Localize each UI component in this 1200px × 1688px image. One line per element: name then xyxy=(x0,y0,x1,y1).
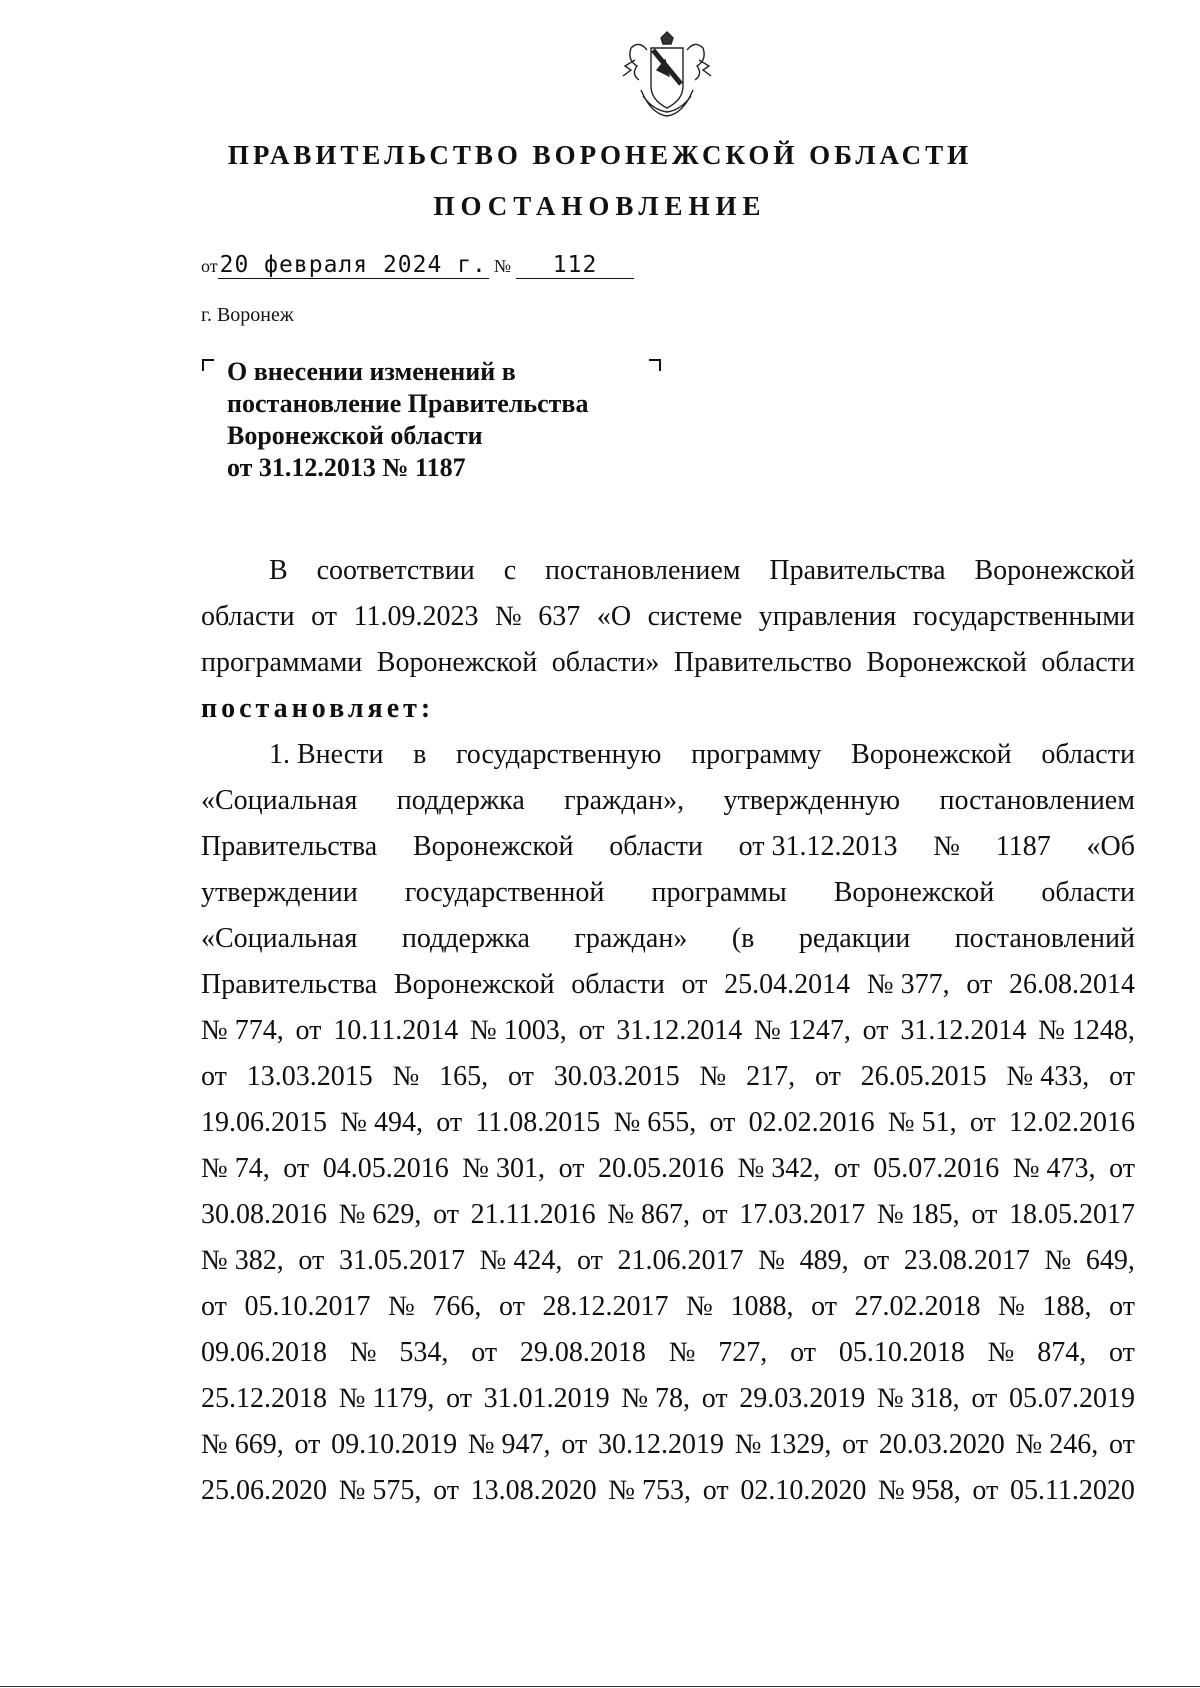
word: постановлением xyxy=(939,785,1135,816)
word: соответствии xyxy=(316,555,475,586)
word: управления xyxy=(758,601,897,632)
word: с xyxy=(503,555,517,586)
word: 13.03.2015 xyxy=(246,1061,373,1092)
word: от xyxy=(433,1475,459,1506)
word: № xyxy=(495,601,522,632)
word: области xyxy=(609,831,703,862)
word: В xyxy=(269,555,288,586)
word: 27.02.2018 xyxy=(854,1291,981,1322)
word: от xyxy=(1109,1153,1135,1184)
text-line xyxy=(201,870,1135,916)
word: от xyxy=(201,1291,227,1322)
word: № 494, xyxy=(340,1107,423,1138)
word: от xyxy=(436,1107,463,1138)
text-line xyxy=(201,548,1135,594)
word: 02.02.2016 xyxy=(748,1107,875,1138)
coat-of-arms-emblem xyxy=(617,30,717,122)
word: от xyxy=(558,1153,585,1184)
word: «Об xyxy=(1086,831,1135,862)
text-line xyxy=(201,732,1135,778)
word: Воронежской xyxy=(833,877,995,908)
word: № xyxy=(998,1291,1025,1322)
text-line xyxy=(201,1376,1135,1422)
word: № xyxy=(987,1337,1015,1368)
resolves-line xyxy=(201,686,1135,732)
word: № 774, xyxy=(201,1015,284,1046)
subject-corner-left xyxy=(202,359,214,371)
word: постановлением xyxy=(545,555,741,586)
word: от xyxy=(499,1291,525,1322)
word: 05.10.2017 xyxy=(244,1291,371,1322)
word: 31.12.2014 xyxy=(900,1015,1027,1046)
word: граждан» xyxy=(574,923,688,954)
word: 04.05.2016 xyxy=(322,1153,449,1184)
word: № xyxy=(699,1061,727,1092)
word: Воронежской xyxy=(376,647,538,678)
word: № xyxy=(388,1291,415,1322)
word: 165, xyxy=(439,1061,489,1092)
word: от xyxy=(790,1337,816,1368)
word: № xyxy=(349,1337,377,1368)
word: 29.08.2018 xyxy=(519,1337,646,1368)
word: № 424, xyxy=(479,1245,563,1276)
word: 19.06.2015 xyxy=(201,1107,327,1138)
date-prefix: от xyxy=(201,256,218,276)
word: от xyxy=(709,1107,736,1138)
word: 23.08.2017 xyxy=(903,1245,1030,1276)
word: 05.11.2020 xyxy=(1009,1475,1135,1506)
word: № xyxy=(668,1337,696,1368)
word: 188, xyxy=(1042,1291,1092,1322)
word: от xyxy=(1109,1291,1135,1322)
word: от xyxy=(971,1199,998,1230)
word: 05.10.2018 xyxy=(838,1337,965,1368)
word: 11.09.2023 xyxy=(353,601,479,632)
word: 489, xyxy=(799,1245,849,1276)
subject-line: Воронежской области xyxy=(227,421,483,450)
word: № 1179, xyxy=(338,1383,435,1414)
word: от xyxy=(294,1429,321,1460)
word: области xyxy=(1041,739,1135,770)
word: № 301, xyxy=(462,1153,545,1184)
word: от xyxy=(811,1291,837,1322)
word: государственную xyxy=(455,739,662,770)
word: от xyxy=(681,969,708,1000)
word: в xyxy=(413,739,427,770)
word: от xyxy=(471,1337,498,1368)
word: Воронежской xyxy=(393,969,555,1000)
word: от xyxy=(433,1199,459,1230)
word: от 31.12.2013 xyxy=(738,831,898,862)
word: 25.04.2014 xyxy=(724,969,851,1000)
word: 21.11.2016 xyxy=(470,1199,596,1230)
document-date: 20 февраля 2024 г. xyxy=(219,252,487,278)
word: от xyxy=(966,969,993,1000)
word: от xyxy=(971,1383,998,1414)
word: 874, xyxy=(1037,1337,1087,1368)
word: системе xyxy=(647,601,743,632)
word: 05.07.2019 xyxy=(1008,1383,1135,1414)
date-number-line xyxy=(201,252,634,279)
text-line xyxy=(201,1238,1135,1284)
text-line xyxy=(201,640,1135,686)
word: № xyxy=(686,1291,713,1322)
word: области xyxy=(1041,877,1135,908)
word: 20.03.2020 xyxy=(878,1429,1005,1460)
word: № 433, xyxy=(1006,1061,1090,1092)
word: 30.08.2016 xyxy=(201,1199,327,1230)
word: граждан», xyxy=(564,785,685,816)
word: № 629, xyxy=(338,1199,422,1230)
word: Правительство xyxy=(673,647,852,678)
word: «Социальная xyxy=(201,923,358,954)
word: № 669, xyxy=(201,1429,284,1460)
word: 26.05.2015 xyxy=(860,1061,987,1092)
word: № 74, xyxy=(201,1153,270,1184)
word: Правительства xyxy=(201,831,378,862)
word: от xyxy=(577,1245,603,1276)
word: утверждении xyxy=(201,877,358,908)
text-line xyxy=(201,1054,1135,1100)
word: 25.06.2020 xyxy=(201,1475,327,1506)
word: от xyxy=(561,1429,588,1460)
word: 12.02.2016 xyxy=(1009,1107,1135,1138)
word: государственными xyxy=(912,601,1135,632)
text-line xyxy=(201,778,1135,824)
number-label: № xyxy=(493,256,512,276)
word: от xyxy=(578,1015,605,1046)
word: 13.08.2020 xyxy=(470,1475,597,1506)
word: области» xyxy=(551,647,660,678)
word: (в xyxy=(731,923,755,954)
text-line xyxy=(201,962,1135,1008)
word: постановлений xyxy=(954,923,1135,954)
word: поддержка xyxy=(401,923,530,954)
text-line xyxy=(201,1146,1135,1192)
word: от xyxy=(1109,1061,1135,1092)
word: Правительства xyxy=(201,969,378,1000)
preamble xyxy=(201,548,1135,686)
word: № 51, xyxy=(887,1107,957,1138)
word: 1. Внести xyxy=(269,739,384,770)
word: Воронежской xyxy=(974,555,1135,586)
text-line xyxy=(201,1192,1135,1238)
word: программами xyxy=(201,647,363,678)
word: 31.05.2017 xyxy=(338,1245,465,1276)
word: 11.08.2015 xyxy=(475,1107,601,1138)
word: от xyxy=(862,1015,889,1046)
text-line xyxy=(201,1468,1135,1514)
text-line xyxy=(201,1422,1135,1468)
word: от xyxy=(507,1061,534,1092)
word: № xyxy=(758,1245,785,1276)
subject-line: от 31.12.2013 № 1187 xyxy=(227,453,466,482)
city: г. Воронеж xyxy=(201,304,294,326)
organization-title: ПРАВИТЕЛЬСТВО ВОРОНЕЖСКОЙ ОБЛАСТИ xyxy=(227,140,973,170)
word: 534, xyxy=(399,1337,449,1368)
word: 727, xyxy=(718,1337,768,1368)
word: Воронежской xyxy=(412,831,574,862)
word: от xyxy=(972,1475,999,1506)
word: 02.10.2020 xyxy=(740,1475,867,1506)
word: № 1247, xyxy=(754,1015,851,1046)
word: № 655, xyxy=(613,1107,697,1138)
word: 10.11.2014 xyxy=(333,1015,459,1046)
word: № 575, xyxy=(338,1475,422,1506)
document-number: 112 xyxy=(516,252,634,279)
word: от xyxy=(702,1475,729,1506)
word: программу xyxy=(691,739,822,770)
text-line xyxy=(201,824,1135,870)
text-line xyxy=(201,1284,1135,1330)
word: от xyxy=(969,1107,996,1138)
resolves-word: постановляет: xyxy=(201,693,435,724)
word: от xyxy=(814,1061,841,1092)
word: 09.10.2019 xyxy=(331,1429,458,1460)
item-1 xyxy=(201,732,1135,1514)
word: № 1329, xyxy=(734,1429,832,1460)
word: «О xyxy=(596,601,632,632)
word: 31.12.2014 xyxy=(616,1015,743,1046)
word: поддержка xyxy=(396,785,525,816)
word: № 342, xyxy=(737,1153,821,1184)
document-type: ПОСТАНОВЛЕНИЕ xyxy=(433,191,767,221)
word: № 473, xyxy=(1012,1153,1096,1184)
text-line xyxy=(201,594,1135,640)
word: 21.06.2017 xyxy=(617,1245,744,1276)
word: 05.07.2016 xyxy=(873,1153,1000,1184)
word: от xyxy=(701,1383,728,1414)
word: от xyxy=(446,1383,472,1414)
word: «Социальная xyxy=(201,785,358,816)
text-line xyxy=(201,1008,1135,1054)
word: редакции xyxy=(798,923,911,954)
word: 649, xyxy=(1085,1245,1135,1276)
word: от xyxy=(701,1199,728,1230)
word: 637 xyxy=(538,601,581,632)
word: Воронежской xyxy=(851,739,1012,770)
word: 09.06.2018 xyxy=(201,1337,327,1368)
word: программы xyxy=(651,877,787,908)
word: № 1003, xyxy=(470,1015,567,1046)
word: 25.12.2018 xyxy=(201,1383,327,1414)
word: 26.08.2014 xyxy=(1008,969,1135,1000)
word: 29.03.2019 xyxy=(739,1383,866,1414)
word: от xyxy=(311,601,338,632)
word: № 753, xyxy=(608,1475,692,1506)
document-body xyxy=(201,548,1135,1514)
word: № 867, xyxy=(607,1199,691,1230)
word: 1187 xyxy=(995,831,1051,862)
word: № 246, xyxy=(1015,1429,1099,1460)
word: № 318, xyxy=(876,1383,960,1414)
page-bottom-rule xyxy=(0,1686,1200,1687)
word: № 1248, xyxy=(1038,1015,1135,1046)
subject-line: постановление Правительства xyxy=(227,389,589,418)
word: № 958, xyxy=(878,1475,961,1506)
word: 17.03.2017 xyxy=(739,1199,866,1230)
word: области xyxy=(201,601,295,632)
word: Правительства xyxy=(769,555,946,586)
word: от xyxy=(298,1245,325,1276)
word: 28.12.2017 xyxy=(542,1291,669,1322)
word: государственной xyxy=(404,877,605,908)
word: Воронежской xyxy=(866,647,1027,678)
word: 1088, xyxy=(730,1291,794,1322)
word: 30.03.2015 xyxy=(553,1061,680,1092)
word: № xyxy=(933,831,960,862)
word: № xyxy=(392,1061,420,1092)
word: от xyxy=(1109,1337,1135,1368)
word: утвержденную xyxy=(723,785,901,816)
word: 217, xyxy=(746,1061,796,1092)
word: 18.05.2017 xyxy=(1008,1199,1135,1230)
word: 30.12.2019 xyxy=(597,1429,724,1460)
word: от xyxy=(283,1153,310,1184)
text-line xyxy=(201,1100,1135,1146)
word: № 78, xyxy=(621,1383,691,1414)
word: 766, xyxy=(432,1291,482,1322)
word: № 377, xyxy=(866,969,950,1000)
subject-block xyxy=(227,356,667,484)
word: от xyxy=(295,1015,322,1046)
word: № 947, xyxy=(467,1429,551,1460)
word: 20.05.2016 xyxy=(598,1153,724,1184)
word: от xyxy=(201,1061,227,1092)
word: области xyxy=(1041,647,1135,678)
word: от xyxy=(1109,1429,1135,1460)
text-line xyxy=(201,1330,1135,1376)
word: 31.01.2019 xyxy=(483,1383,610,1414)
word: от xyxy=(833,1153,860,1184)
text-line xyxy=(201,916,1135,962)
word: № 185, xyxy=(876,1199,960,1230)
subject-line: О внесении изменений в xyxy=(227,357,516,386)
word: от xyxy=(863,1245,890,1276)
word: № xyxy=(1044,1245,1072,1276)
word: от xyxy=(842,1429,869,1460)
word: области xyxy=(571,969,665,1000)
word: № 382, xyxy=(201,1245,284,1276)
